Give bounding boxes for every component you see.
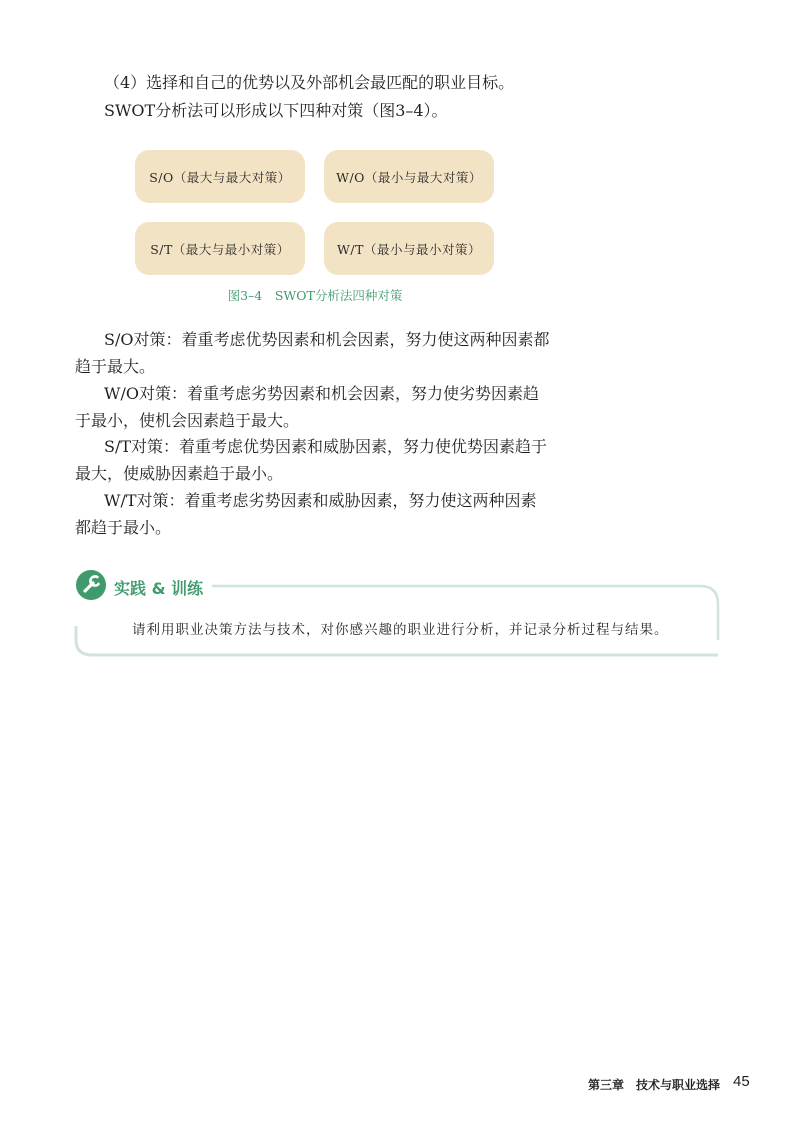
swot-box-st: S/T（最大与最小对策）	[135, 222, 305, 275]
practice-text: 请利用职业决策方法与技术，对你感兴趣的职业进行分析，并记录分析过程与结果。	[132, 622, 669, 638]
figure-caption: 图3–4 SWOT分析法四种对策	[227, 288, 403, 303]
page-number: 45	[733, 1073, 750, 1090]
wo-strategy-line-2: 于最小，使机会因素趋于最大。	[75, 411, 300, 430]
so-strategy-line-1: S/O对策：着重考虑优势因素和机会因素，努力使这两种因素都	[104, 330, 550, 349]
wt-strategy-line-1: W/T对策：着重考虑劣势因素和威胁因素，努力使这两种因素	[104, 491, 537, 510]
swot-box-wo: W/O（最小与最大对策）	[324, 150, 494, 203]
wrench-icon	[76, 570, 106, 600]
st-strategy-line-2: 最大，使威胁因素趋于最小。	[75, 464, 284, 483]
so-strategy-line-2: 趋于最大。	[75, 357, 156, 376]
wo-strategy-line-1: W/O对策：着重考虑劣势因素和机会因素，努力使劣势因素趋	[104, 384, 539, 403]
swot-box-wt: W/T（最小与最小对策）	[324, 222, 494, 275]
swot-box-so: S/O（最大与最大对策）	[135, 150, 305, 203]
intro-line-2: SWOT分析法可以形成以下四种对策（图3–4）。	[104, 101, 448, 120]
practice-title: 实践 & 训练	[114, 579, 204, 598]
st-strategy-line-1: S/T对策：着重考虑优势因素和威胁因素，努力使优势因素趋于	[104, 437, 548, 456]
intro-line-1: （4）选择和自己的优势以及外部机会最匹配的职业目标。	[104, 73, 515, 92]
wt-strategy-line-2: 都趋于最小。	[75, 518, 172, 537]
footer-chapter: 第三章 技术与职业选择	[588, 1078, 721, 1092]
